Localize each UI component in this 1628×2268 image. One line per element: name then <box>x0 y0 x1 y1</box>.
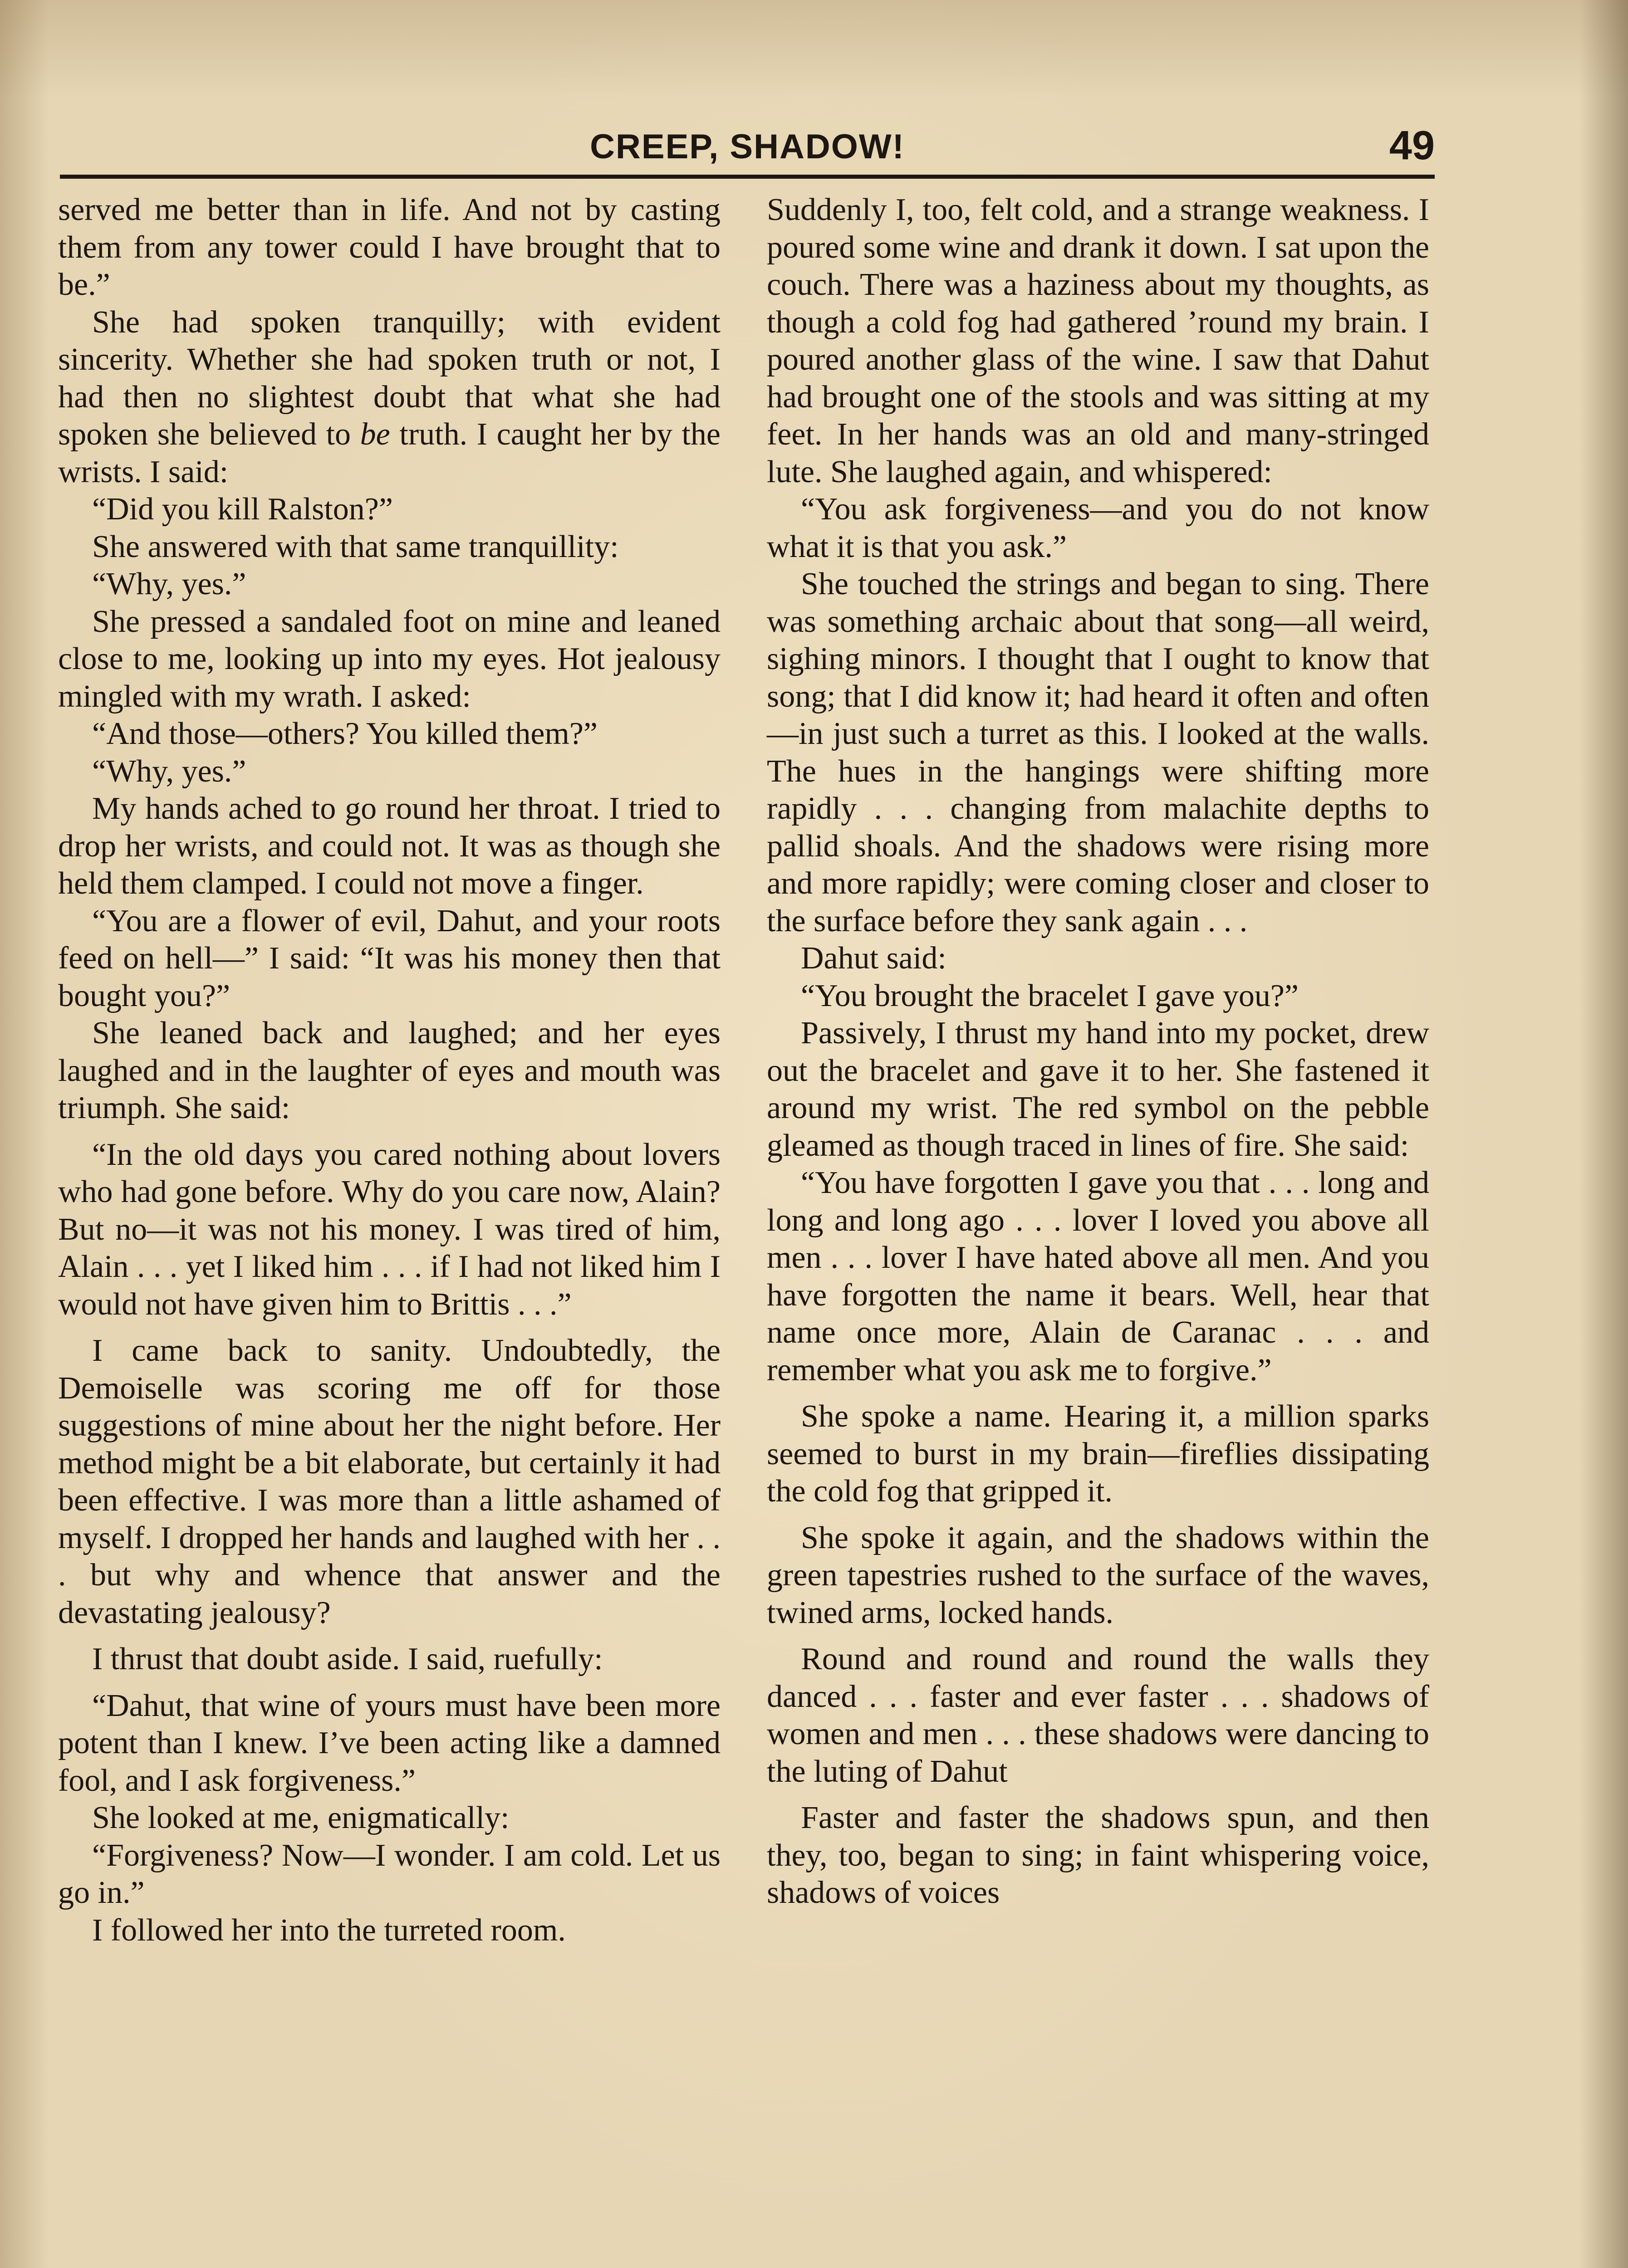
left-column <box>58 191 721 1949</box>
paragraph: She touched the strings and began to sing. There was something archaic about that song—all weird, sighing minors. I thought that I ought to know that song; that I did know it; had heard it often and often—in just such a turret as this. I looked at the walls. The hues in the hangings were shifting more rapidly . . . changing from malachite depths to pallid shoals. And the shadows were rising more and more rapidly; were coming closer and closer to the surface before they sank again . . . <box>767 567 1429 938</box>
paragraph: My hands ached to go round her throat. I tried to drop her wrists, and could not. It was as though she held them clamped. I could not move a finger. <box>58 791 721 901</box>
paragraph: Passively, I thrust my hand into my pocket, drew out the bracelet and gave it to her. She fastened it around my wrist. The red symbol on the pebble gleamed as though traced in lines of fire. She said: <box>767 1016 1429 1163</box>
page-number: 49 <box>1389 123 1435 168</box>
running-title: CREEP, SHADOW! <box>590 127 905 166</box>
paragraph: Dahut said: <box>801 941 946 976</box>
paragraph: “Forgiveness? Now—I wonder. I am cold. Let us go in.” <box>58 1838 721 1910</box>
paragraph: “You ask forgiveness—and you do not know what it is that you ask.” <box>767 492 1429 564</box>
paragraph: “You brought the bracelet I gave you?” <box>801 978 1299 1013</box>
paragraph: She looked at me, enigmatically: <box>92 1800 510 1835</box>
right-column <box>767 191 1429 1912</box>
paragraph: “You are a flower of evil, Dahut, and your roots feed on hell—” I said: “It was his money then that bought you?” <box>58 903 721 1013</box>
paragraph: “You have forgotten I gave you that . . . long and long and long ago . . . lover I loved you above all men . . . lover I have hated above all men. And you have forgotten the name it bears. Well, hear that name once more, Alain de Caranac . . . and remember what you ask me to forgive.” <box>767 1165 1429 1388</box>
paragraph-text: truth. I caught her by the wrists. I said: <box>58 417 721 489</box>
paragraph: “And those—others? You killed them?” <box>92 716 598 751</box>
paragraph: “Did you kill Ralston?” <box>92 492 393 527</box>
paragraph: She spoke it again, and the shadows within the green tapestries rushed to the surface of the waves, twined arms, locked hands. <box>767 1520 1429 1630</box>
paragraph: I came back to sanity. Undoubtedly, the Demoiselle was scoring me off for those suggestions of mine about her the night before. Her method might be a bit elaborate, but certainly it had been effective. I was more than a little ashamed of myself. I dropped her hands and laughed with her . . . but why and whence that answer and the devastating jealousy? <box>58 1333 721 1630</box>
paragraph: I thrust that doubt aside. I said, ruefully: <box>92 1642 603 1677</box>
paragraph: “Why, yes.” <box>92 753 246 789</box>
paragraph: served me better than in life. And not by casting them from any tower could I have brought that to be.” <box>58 192 721 302</box>
header-rule <box>60 175 1435 179</box>
paragraph-text: She had spoken tranquilly; with evident sincerity. Whether she had spoken truth or not, I had then no slightest doubt that what she had spoken she believed to <box>58 304 721 452</box>
paragraph: She spoke a name. Hearing it, a million sparks seemed to burst in my brain—fireflies dissipating the cold fog that gripped it. <box>767 1399 1429 1509</box>
paragraph: Round and round and round the walls they danced . . . faster and ever faster . . . shadows of women and men . . . these shadows were dancing to the luting of Dahut <box>767 1642 1429 1789</box>
paragraph: “Why, yes.” <box>92 567 246 601</box>
paragraph: I followed her into the turreted room. <box>92 1912 566 1948</box>
paragraph: She leaned back and laughed; and her eyes laughed and in the laughter of eyes and mouth was triumph. She said: <box>58 1016 721 1125</box>
paragraph: She answered with that same tranquillity: <box>92 529 619 564</box>
italic-word: be <box>360 417 390 452</box>
paragraph: She pressed a sandaled foot on mine and leaned close to me, looking up into my eyes. Hot jealousy mingled with my wrath. I asked: <box>58 604 721 714</box>
paragraph: “In the old days you cared nothing about lovers who had gone before. Why do you care now, Alain? But no—it was not his money. I was tired of him, Alain . . . yet I liked him . . . if I had not liked him I would not have given him to Brittis . . .” <box>58 1137 721 1322</box>
paragraph: Faster and faster the shadows spun, and then they, too, began to sing; in faint whispering voice, shadows of voices <box>767 1800 1429 1910</box>
paragraph: “Dahut, that wine of yours must have been more potent than I knew. I’ve been acting like a damned fool, and I ask forgiveness.” <box>58 1688 721 1798</box>
paragraph: Suddenly I, too, felt cold, and a strange weakness. I poured some wine and drank it down. I sat upon the couch. There was a haziness about my thoughts, as though a cold fog had gathered ’round my brain. I poured another glass of the wine. I saw that Dahut had brought one of the stools and was sitting at my feet. In her hands was an old and many-stringed lute. She laughed again, and whispered: <box>767 192 1429 489</box>
running-head <box>60 118 1435 168</box>
paragraph <box>58 304 721 491</box>
